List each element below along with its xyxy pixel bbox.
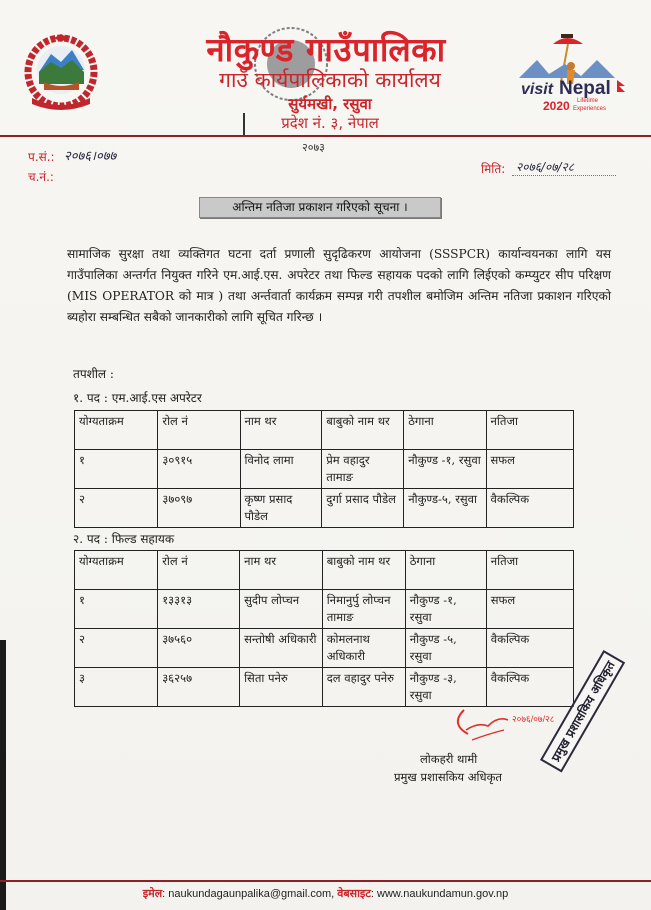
stamp-mark bbox=[243, 113, 245, 135]
section-heading-field-assistant: २. पद : फिल्ड सहायक bbox=[73, 532, 175, 546]
table-row bbox=[75, 629, 574, 668]
result-cell: सफल bbox=[486, 450, 573, 489]
rank-cell: १ bbox=[75, 450, 158, 489]
result-cell: वैकल्पिक bbox=[486, 629, 573, 668]
svg-text:visit: visit bbox=[521, 81, 554, 98]
details-label: तपशील : bbox=[73, 367, 114, 381]
table-header-row bbox=[75, 411, 574, 450]
name-cell: सन्तोषी अधिकारी bbox=[240, 629, 323, 668]
address-cell: नौकुण्ड-५, रसुवा bbox=[404, 489, 486, 528]
address-cell: नौकुण्ड -१, रसुवा bbox=[405, 590, 486, 629]
designation-stamp: प्रमुख प्रशासकिय अधिकृत bbox=[540, 650, 625, 773]
father-name-cell: दुर्गा प्रसाद पौडेल bbox=[322, 489, 404, 528]
footer-contact bbox=[0, 886, 651, 901]
date-dotted-line bbox=[512, 175, 616, 176]
office-subtitle: गाउँ कार्यपालिकाको कार्यालय bbox=[219, 68, 441, 92]
email-label: इमेल bbox=[142, 888, 163, 900]
address-line-2: प्रदेश नं. ३, नेपाल bbox=[281, 114, 379, 132]
signature-date: २०७६/०७/२८ bbox=[512, 714, 555, 724]
separator: , bbox=[331, 888, 338, 900]
address-line-1: सुर्यमखी, रसुवा bbox=[288, 95, 372, 113]
reference-number-label: प.सं.: bbox=[28, 150, 55, 164]
column-header: नतिजा bbox=[486, 551, 573, 590]
visit-nepal-2020-logo bbox=[515, 30, 630, 115]
notice-title: अन्तिम नतिजा प्रकाशन गरिएको सूचना । bbox=[199, 197, 441, 218]
column-header: नाम थर bbox=[240, 551, 323, 590]
roll-number-cell: ३७०९७ bbox=[158, 489, 240, 528]
separator: : bbox=[370, 888, 377, 900]
municipality-title: नौकुण्ड गाउँपालिका bbox=[206, 30, 446, 69]
column-header: ठेगाना bbox=[405, 551, 486, 590]
column-header: नाम थर bbox=[240, 411, 322, 450]
reference-number-value: २०७६।०७७ bbox=[64, 149, 117, 164]
table-row bbox=[75, 450, 574, 489]
father-name-cell: प्रेम वहादुर तामाङ bbox=[322, 450, 404, 489]
date-label: मिति: bbox=[481, 162, 506, 176]
roll-number-cell: ३०९१५ bbox=[158, 450, 240, 489]
roll-number-cell: ३७५६० bbox=[158, 629, 240, 668]
column-header: रोल नं bbox=[158, 411, 240, 450]
column-header: बाबुको नाम थर bbox=[322, 551, 405, 590]
dispatch-number-label: च.नं.: bbox=[28, 170, 54, 184]
header-divider bbox=[0, 135, 651, 137]
website-label: वेबसाइट bbox=[337, 888, 371, 900]
signatory-designation: प्रमुख प्रशासकिय अधिकृत bbox=[394, 770, 502, 784]
name-cell: विनोद लामा bbox=[240, 450, 322, 489]
separator: : bbox=[162, 888, 169, 900]
address-cell: नौकुण्ड -३, रसुवा bbox=[405, 668, 486, 707]
roll-number-cell: ३६२५७ bbox=[158, 668, 240, 707]
address-cell: नौकुण्ड -५, रसुवा bbox=[405, 629, 486, 668]
results-table-mis-operator bbox=[74, 410, 574, 528]
svg-text:Nepal: Nepal bbox=[559, 78, 611, 99]
column-header: योग्यताक्रम bbox=[75, 411, 158, 450]
handwritten-signature bbox=[448, 700, 558, 746]
email-link[interactable]: naukundagaunpalika@gmail.com bbox=[168, 888, 332, 900]
column-header: नतिजा bbox=[486, 411, 573, 450]
father-name-cell: दल वहादुर पनेरु bbox=[322, 668, 405, 707]
column-header: ठेगाना bbox=[404, 411, 486, 450]
column-header: बाबुको नाम थर bbox=[322, 411, 404, 450]
footer-divider bbox=[0, 880, 651, 882]
results-table-field-assistant bbox=[74, 550, 574, 707]
roll-number-cell: १३३१३ bbox=[158, 590, 240, 629]
table-row bbox=[75, 489, 574, 528]
section-heading-mis-operator: १. पद : एम.आई.एस अपरेटर bbox=[73, 391, 202, 405]
rank-cell: २ bbox=[75, 489, 158, 528]
notice-body: सामाजिक सुरक्षा तथा व्यक्तिगत घटना दर्ता प्रणाली सुदृढिकरण आयोजना (SSSPCR) कार्यान्वयनका लागि यस गाउँपालिका अन्तर्गत नियुक्त गरिने एम.आई.एस. अपरेटर तथा फिल्ड सहायक पदको लागि लिईएको कम्प्युटर सीप परिक्षण (MIS OPERATOR को मात्र ) तथा अर्न्तवार्ता कार्यक्रम सम्पन्न गरी तपशील बमोजिम अन्तिम नतिजा प्रकाशन गरिएको ब्यहोरा सम्बन्धित सबैको जानकारीको लागि सूचित गरिन्छ । bbox=[67, 247, 611, 324]
svg-text:2020: 2020 bbox=[543, 99, 570, 113]
name-cell: कृष्ण प्रसाद पौडेल bbox=[240, 489, 322, 528]
svg-text:Lifetime: Lifetime bbox=[577, 98, 599, 104]
nepal-emblem-logo bbox=[24, 32, 98, 112]
rank-cell: ३ bbox=[75, 668, 158, 707]
rank-cell: १ bbox=[75, 590, 158, 629]
address-cell: नौकुण्ड -१, रसुवा bbox=[404, 450, 486, 489]
result-cell: सफल bbox=[486, 590, 573, 629]
website-link[interactable]: www.naukundamun.gov.np bbox=[377, 888, 509, 900]
column-header: रोल नं bbox=[158, 551, 240, 590]
father-name-cell: निमानुर्पु लोप्चन तामाङ bbox=[322, 590, 405, 629]
column-header: योग्यताक्रम bbox=[75, 551, 158, 590]
rank-cell: २ bbox=[75, 629, 158, 668]
result-cell: वैकल्पिक bbox=[486, 489, 573, 528]
father-name-cell: कोमलनाथ अधिकारी bbox=[322, 629, 405, 668]
name-cell: सिता पनेरु bbox=[240, 668, 323, 707]
scan-edge-shadow bbox=[0, 640, 6, 910]
date-value: २०७६/०७/२८ bbox=[516, 160, 575, 174]
result-cell: वैकल्पिक bbox=[486, 668, 573, 707]
name-cell: सुदीप लोप्चन bbox=[240, 590, 323, 629]
table-header-row bbox=[75, 551, 574, 590]
seal-year: २०७३ bbox=[302, 141, 325, 154]
signatory-name: लोकहरी थामी bbox=[420, 752, 478, 766]
table-row bbox=[75, 590, 574, 629]
svg-text:Experiences: Experiences bbox=[573, 106, 607, 112]
